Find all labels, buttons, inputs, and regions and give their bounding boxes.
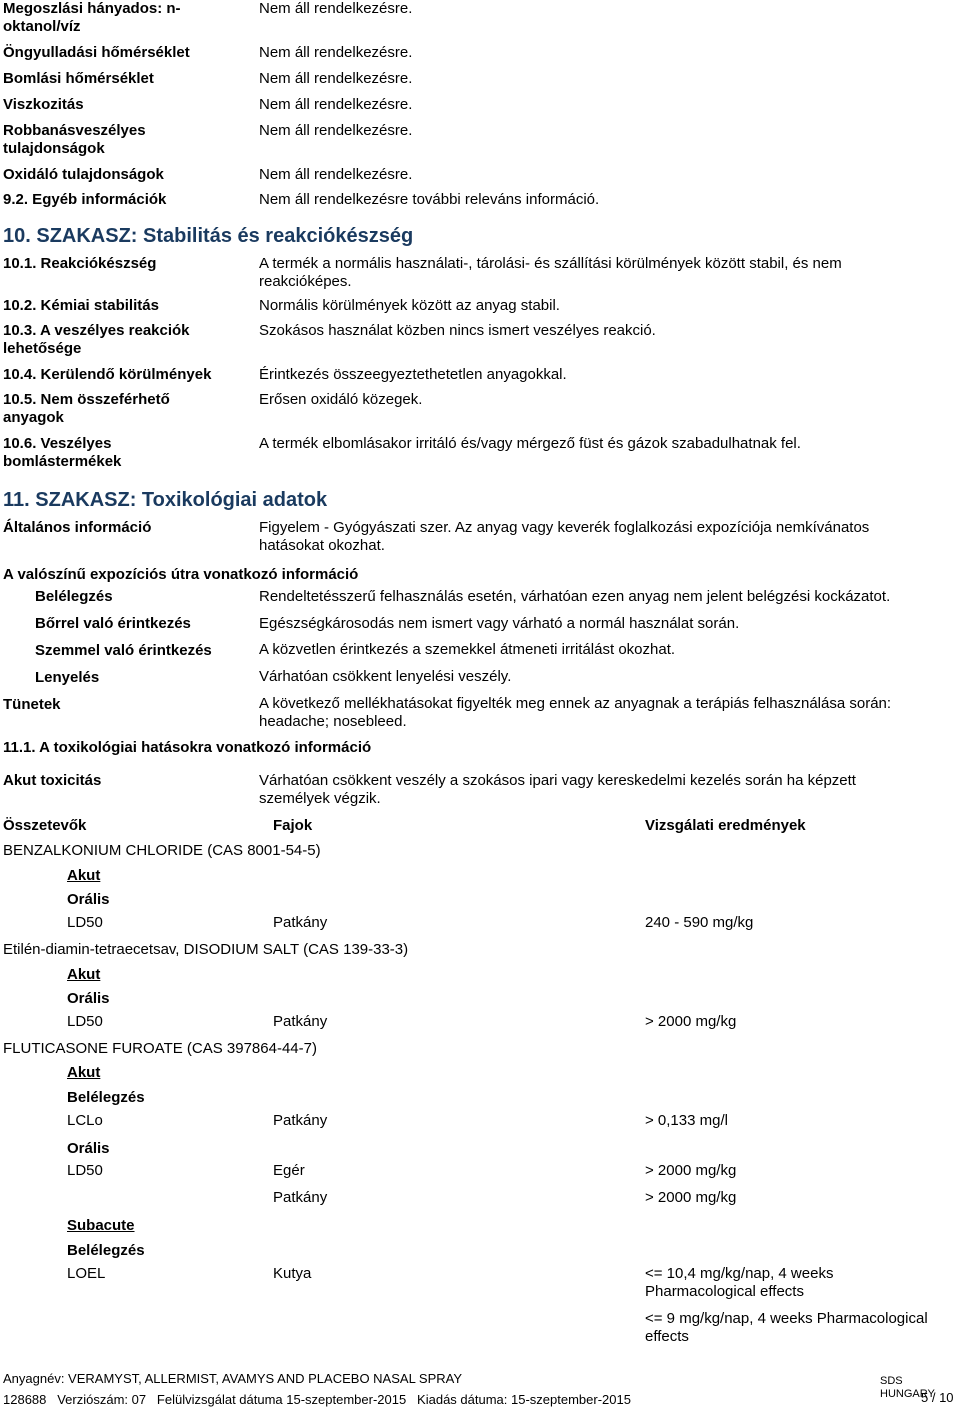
result-value: > 2000 mg/kg — [645, 1013, 737, 1030]
s10-value-stability: Normális körülmények között az anyag stabil. — [259, 297, 560, 314]
result-value: <= 9 mg/kg/nap, 4 weeks Pharmacological effects — [645, 1310, 928, 1345]
s10-label-hazardous-reactions: 10.3. A veszélyes reakciók lehetősége — [3, 322, 190, 357]
footer-page-number: 5 / 10 — [921, 1390, 954, 1405]
footer-product-name: Anyagnév: VERAMYST, ALLERMIST, AVAMYS AND PLACEBO NASAL SPRAY — [3, 1371, 463, 1386]
subacute-heading: Subacute — [67, 1217, 135, 1234]
result-value: <= 10,4 mg/kg/nap, 4 weeks Pharmacological effects — [645, 1265, 834, 1300]
result-value: > 2000 mg/kg — [645, 1189, 737, 1206]
prop-value-explosive: Nem áll rendelkezésre. — [259, 122, 413, 139]
prop-value-oxidizing: Nem áll rendelkezésre. — [259, 166, 413, 183]
route-label: Belélegzés — [67, 1089, 145, 1106]
acute-heading: Akut — [67, 867, 101, 884]
test-type: LD50 — [67, 1162, 103, 1179]
acute-heading: Akut — [67, 966, 101, 983]
s10-value-reactivity: A termék a normális használati-, tárolási- és szállítási körülmények között stabil, és nem reakcióképes. — [259, 255, 842, 290]
s10-value-incompatible: Erősen oxidáló közegek. — [259, 391, 423, 408]
s11-general-value: Figyelem - Gyógyászati szer. Az anyag vagy keverék foglalkozási expozíciója nemkívánatos hatásokat okozhat. — [259, 519, 870, 554]
s11-1-title: 11.1. A toxikológiai hatásokra vonatkozó információ — [3, 739, 372, 756]
exposure-heading: A valószínű expozíciós útra vonatkozó információ — [3, 566, 359, 583]
prop-value-other: Nem áll rendelkezésre további releváns információ. — [259, 191, 600, 208]
s10-label-incompatible: 10.5. Nem összeférhető anyagok — [3, 391, 170, 426]
s10-label-stability: 10.2. Kémiai stabilitás — [3, 297, 159, 314]
prop-label-oxidizing: Oxidáló tulajdonságok — [3, 166, 164, 183]
result-value: > 2000 mg/kg — [645, 1162, 737, 1179]
species-value: Patkány — [273, 914, 328, 931]
section-10-title: 10. SZAKASZ: Stabilitás és reakciókészség — [3, 225, 414, 247]
symptoms-value: A következő mellékhatásokat figyelték meg ennek az anyagnak a terápiás felhasználása során: headache; nosebleed. — [259, 695, 892, 730]
symptoms-label: Tünetek — [3, 696, 61, 713]
section-11-title: 11. SZAKASZ: Toxikológiai adatok — [3, 489, 328, 511]
species-value: Kutya — [273, 1265, 312, 1282]
result-value: 240 - 590 mg/kg — [645, 914, 754, 931]
col-header-results: Vizsgálati eredmények — [645, 817, 806, 834]
prop-value-viscosity: Nem áll rendelkezésre. — [259, 96, 413, 113]
prop-value-partition: Nem áll rendelkezésre. — [259, 0, 413, 17]
prop-label-partition: Megoszlási hányados: n-oktanol/víz — [3, 0, 181, 35]
exposure-value-inhalation: Rendeltetésszerű felhasználás esetén, várhatóan ezen anyag nem jelent belégzési kockázatot. — [259, 588, 891, 605]
prop-label-autoignition: Öngyulladási hőmérséklet — [3, 44, 190, 61]
footer-meta: 128688 Verziószám: 07 Felülvizsgálat dátuma 15-szeptember-2015 Kiadás dátuma: 15-szeptember-2015 — [3, 1392, 631, 1407]
route-label: Orális — [67, 990, 110, 1007]
s10-label-decomposition-products: 10.6. Veszélyes bomlástermékek — [3, 435, 122, 470]
species-value: Patkány — [273, 1189, 328, 1206]
acute-toxicity-label: Akut toxicitás — [3, 772, 102, 789]
prop-label-decomposition: Bomlási hőmérséklet — [3, 70, 154, 87]
route-label: Orális — [67, 891, 110, 908]
exposure-label-eye: Szemmel való érintkezés — [35, 642, 212, 659]
exposure-value-eye: A közvetlen érintkezés a szemekkel átmeneti irritálást okozhat. — [259, 641, 676, 658]
test-type: LCLo — [67, 1112, 103, 1129]
route-label: Belélegzés — [67, 1242, 145, 1259]
col-header-species: Fajok — [273, 817, 313, 834]
acute-toxicity-value: Várhatóan csökkent veszély a szokásos ipari vagy kereskedelmi kezelés során ha képzett személyek végzik. — [259, 772, 856, 807]
prop-value-decomposition: Nem áll rendelkezésre. — [259, 70, 413, 87]
s11-general-label: Általános információ — [3, 519, 152, 536]
prop-label-other: 9.2. Egyéb információk — [3, 191, 167, 208]
prop-value-autoignition: Nem áll rendelkezésre. — [259, 44, 413, 61]
s10-label-conditions: 10.4. Kerülendő körülmények — [3, 366, 212, 383]
test-type: LD50 — [67, 914, 103, 931]
component-name: BENZALKONIUM CHLORIDE (CAS 8001-54-5) — [3, 842, 321, 859]
acute-heading: Akut — [67, 1064, 101, 1081]
exposure-value-skin: Egészségkárosodás nem ismert vagy várható a normál használat során. — [259, 615, 740, 632]
s10-value-conditions: Érintkezés összeegyeztethetetlen anyagokkal. — [259, 366, 567, 383]
s10-label-reactivity: 10.1. Reakciókészség — [3, 255, 157, 272]
component-name: FLUTICASONE FUROATE (CAS 397864-44-7) — [3, 1040, 317, 1057]
s10-value-decomposition-products: A termék elbomlásakor irritáló és/vagy mérgező füst és gázok szabadulhatnak fel. — [259, 435, 801, 452]
exposure-label-skin: Bőrrel való érintkezés — [35, 615, 191, 632]
s10-value-hazardous-reactions: Szokásos használat közben nincs ismert veszélyes reakció. — [259, 322, 656, 339]
footer-sds-label: SDS HUNGARY — [880, 1375, 935, 1400]
test-type: LOEL — [67, 1265, 106, 1282]
species-value: Egér — [273, 1162, 305, 1179]
route-label: Orális — [67, 1140, 110, 1157]
species-value: Patkány — [273, 1112, 328, 1129]
exposure-label-inhalation: Belélegzés — [35, 588, 113, 605]
result-value: > 0,133 mg/l — [645, 1112, 728, 1129]
col-header-components: Összetevők — [3, 817, 87, 834]
prop-label-explosive: Robbanásveszélyes tulajdonságok — [3, 122, 146, 157]
exposure-label-ingestion: Lenyelés — [35, 669, 100, 686]
test-type: LD50 — [67, 1013, 103, 1030]
exposure-value-ingestion: Várhatóan csökkent lenyelési veszély. — [259, 668, 512, 685]
species-value: Patkány — [273, 1013, 328, 1030]
component-name: Etilén-diamin-tetraecetsav, DISODIUM SALT (CAS 139-33-3) — [3, 941, 409, 958]
prop-label-viscosity: Viszkozitás — [3, 96, 84, 113]
